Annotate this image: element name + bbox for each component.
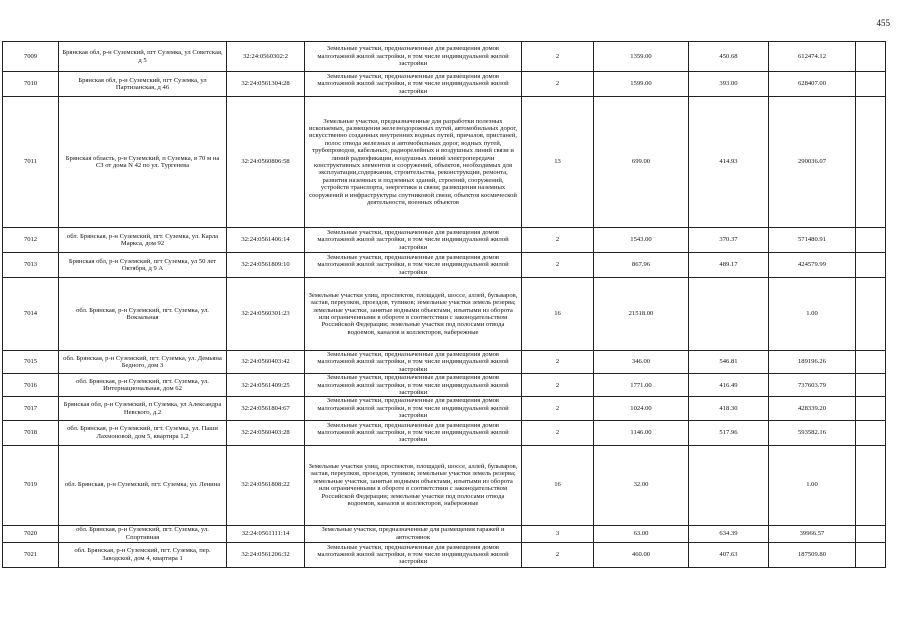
- land-use-cell: Земельные участки, предназначенные для размещения домов малоэтажной жилой застройки, в том числе индивидуальной жилой застройки: [305, 374, 522, 397]
- address-cell: обл. Брянская, р-н Суземский, пгт. Суземка, ул. Карла Маркса, дом 92: [59, 228, 227, 253]
- land-use-cell: Земельные участки, предназначенные для размещения гаражей и автостоянок: [305, 525, 522, 542]
- address-cell: обл. Брянская, р-н Суземский, пгт. Суземка, ул. Ленина: [59, 445, 227, 525]
- table-row: [3, 351, 886, 374]
- row-number: 7017: [3, 397, 59, 420]
- address-cell: обл. Брянская, р-н Суземский, пгт. Суземка, ул. Демьяна Бедного, дом 3: [59, 351, 227, 374]
- table-row: [3, 97, 886, 228]
- use-group-code-cell: 2: [522, 253, 594, 278]
- area-cell: 1599.00: [594, 72, 689, 97]
- table-row: [3, 542, 886, 567]
- land-use-cell: Земельные участки, предназначенные для размещения домов малоэтажной жилой застройки, в том числе индивидуальной жилой застройки: [305, 542, 522, 567]
- row-number: 7010: [3, 72, 59, 97]
- area-cell: 32.00: [594, 445, 689, 525]
- land-use-cell: Земельные участки улиц, проспектов, площадей, шоссе, аллей, бульваров, застав, переулков, проездов, тупиков; земельные участки земель резерва; земельные участки, занятые водными объектами, изъятыми из оборота или ограниченными в обороте в соответствии с законодательством Российской Федерации; земельные участки под полосами отвода водоемов, каналов и коллекторов, набережные: [305, 445, 522, 525]
- cadastral-number-cell: 32:24:0561804:67: [227, 397, 305, 420]
- cadastral-number-cell: 32:24:0560301:23: [227, 278, 305, 351]
- row-number: 7013: [3, 253, 59, 278]
- row-number: 7016: [3, 374, 59, 397]
- specific-value-cell: 407.63: [689, 542, 769, 567]
- page-number: 455: [876, 18, 890, 28]
- specific-value-cell: 370.37: [689, 228, 769, 253]
- row-number: 7012: [3, 228, 59, 253]
- table-row: [3, 374, 886, 397]
- table-row: [3, 72, 886, 97]
- address-cell: обл. Брянская, р-н Суземский, пгт. Суземка, ул. Паши Лахмоновой, дом 5, квартира 1,2: [59, 420, 227, 445]
- land-use-cell: Земельные участки, предназначенные для размещения домов малоэтажной жилой застройки, в том числе индивидуальной жилой застройки: [305, 397, 522, 420]
- use-group-code-cell: 16: [522, 278, 594, 351]
- specific-value-cell: 416.49: [689, 374, 769, 397]
- land-use-cell: Земельные участки, предназначенные для размещения домов малоэтажной жилой застройки, в том числе индивидуальной жилой застройки: [305, 253, 522, 278]
- use-group-code-cell: 3: [522, 525, 594, 542]
- cadastral-number-cell: 32:24:0560806:58: [227, 97, 305, 228]
- cadastral-number-cell: 32:24:0561206:32: [227, 542, 305, 567]
- specific-value-cell: 418.30: [689, 397, 769, 420]
- use-group-code-cell: 2: [522, 72, 594, 97]
- specific-value-cell: 450.68: [689, 42, 769, 72]
- address-cell: Брянская обл, р-н Суземский, пгт Суземка, ул Партизанская, д 46: [59, 72, 227, 97]
- area-cell: 460.00: [594, 542, 689, 567]
- cadastral-value-cell: 612474.12: [769, 42, 856, 72]
- cadastral-number-cell: 32:24:0561808:22: [227, 445, 305, 525]
- cadastral-value-cell: 628407.00: [769, 72, 856, 97]
- use-group-code-cell: 2: [522, 420, 594, 445]
- cadastral-number-cell: 32:24:0560403:28: [227, 420, 305, 445]
- blank-cell: [856, 525, 886, 542]
- area-cell: 21518.00: [594, 278, 689, 351]
- land-use-cell: Земельные участки, предназначенные для размещения домов малоэтажной жилой застройки, в том числе индивидуальной жилой застройки: [305, 420, 522, 445]
- cadastral-number-cell: 32:24:0560302:2: [227, 42, 305, 72]
- table-row: [3, 42, 886, 72]
- land-use-cell: Земельные участки, предназначенные для размещения домов малоэтажной жилой застройки, в том числе индивидуальной жилой застройки: [305, 228, 522, 253]
- use-group-code-cell: 2: [522, 542, 594, 567]
- table-row: [3, 397, 886, 420]
- blank-cell: [856, 97, 886, 228]
- land-use-cell: Земельные участки, предназначенные для размещения домов малоэтажной жилой застройки, в том числе индивидуальной жилой застройки: [305, 351, 522, 374]
- land-use-cell: Земельные участки улиц, проспектов, площадей, шоссе, аллей, бульваров, застав, переулков, проездов, тупиков; земельные участки земель резерва; земельные участки, занятые водными объектами, изъятыми из оборота или ограниченными в обороте в соответствии с законодательством Российской Федерации; земельные участки под полосами отвода водоемов, каналов и коллекторов, набережные: [305, 278, 522, 351]
- row-number: 7020: [3, 525, 59, 542]
- table-row: [3, 228, 886, 253]
- row-number: 7009: [3, 42, 59, 72]
- row-number: 7011: [3, 97, 59, 228]
- cadastral-value-cell: 1.00: [769, 445, 856, 525]
- cadastral-number-cell: 32:24:0561809:10: [227, 253, 305, 278]
- use-group-code-cell: 2: [522, 351, 594, 374]
- address-cell: Брянская обл, р-н Суземский, пгт Суземка, ул Советская, д 5: [59, 42, 227, 72]
- cadastral-value-cell: 39966.57: [769, 525, 856, 542]
- blank-cell: [856, 253, 886, 278]
- cadastral-value-cell: 424579.99: [769, 253, 856, 278]
- address-cell: обл. Брянская, р-н Суземский, пгт. Суземка, пер. Заводской, дом 4, квартира 1: [59, 542, 227, 567]
- cadastral-value-cell: 593582.16: [769, 420, 856, 445]
- table-row: [3, 278, 886, 351]
- cadastral-number-cell: 32:24:0561406:14: [227, 228, 305, 253]
- row-number: 7015: [3, 351, 59, 374]
- blank-cell: [856, 397, 886, 420]
- land-use-cell: Земельные участки, предназначенные для размещения домов малоэтажной жилой застройки, в том числе индивидуальной жилой застройки: [305, 42, 522, 72]
- use-group-code-cell: 2: [522, 374, 594, 397]
- cadastral-value-cell: 290036.07: [769, 97, 856, 228]
- area-cell: 346.00: [594, 351, 689, 374]
- row-number: 7018: [3, 420, 59, 445]
- specific-value-cell: 634.39: [689, 525, 769, 542]
- area-cell: 1359.00: [594, 42, 689, 72]
- blank-cell: [856, 445, 886, 525]
- area-cell: 63.00: [594, 525, 689, 542]
- row-number: 7019: [3, 445, 59, 525]
- area-cell: 1771.00: [594, 374, 689, 397]
- specific-value-cell: 489.17: [689, 253, 769, 278]
- blank-cell: [856, 42, 886, 72]
- blank-cell: [856, 72, 886, 97]
- cadastral-number-cell: 32:24:0561111:14: [227, 525, 305, 542]
- area-cell: 1543.00: [594, 228, 689, 253]
- cadastral-value-cell: 571480.91: [769, 228, 856, 253]
- blank-cell: [856, 351, 886, 374]
- row-number: 7014: [3, 278, 59, 351]
- address-cell: обл. Брянская, р-н Суземский, пгт. Суземка, ул. Вокзальная: [59, 278, 227, 351]
- address-cell: Брянская обл, р-н Суземский, пгт Суземка, ул 50 лет Октября, д 9 А: [59, 253, 227, 278]
- land-use-cell: Земельные участки, предназначенные для размещения домов малоэтажной жилой застройки, в том числе индивидуальной жилой застройки: [305, 72, 522, 97]
- cadastral-number-cell: 32:24:0561409:25: [227, 374, 305, 397]
- use-group-code-cell: 2: [522, 42, 594, 72]
- use-group-code-cell: 16: [522, 445, 594, 525]
- cadastral-value-cell: 187509.80: [769, 542, 856, 567]
- table-row: [3, 445, 886, 525]
- cadastral-number-cell: 32:24:0560403:42: [227, 351, 305, 374]
- table-row: [3, 420, 886, 445]
- table-row: [3, 525, 886, 542]
- specific-value-cell: [689, 445, 769, 525]
- specific-value-cell: [689, 278, 769, 351]
- cadastral-registry-table: [2, 41, 886, 568]
- cadastral-number-cell: 32:24:0561304:28: [227, 72, 305, 97]
- address-cell: обл. Брянская, р-н Суземский, пгт. Суземка, ул. Интернациональная, дом 62: [59, 374, 227, 397]
- area-cell: 1146.00: [594, 420, 689, 445]
- cadastral-value-cell: 737603.79: [769, 374, 856, 397]
- row-number: 7021: [3, 542, 59, 567]
- use-group-code-cell: 2: [522, 397, 594, 420]
- specific-value-cell: 517.96: [689, 420, 769, 445]
- specific-value-cell: 414.93: [689, 97, 769, 228]
- registry-body: [3, 42, 886, 568]
- blank-cell: [856, 374, 886, 397]
- cadastral-value-cell: 428339.20: [769, 397, 856, 420]
- area-cell: 867.96: [594, 253, 689, 278]
- address-cell: обл. Брянская, р-н Суземский, пгт. Суземка, ул. Спортивная: [59, 525, 227, 542]
- use-group-code-cell: 13: [522, 97, 594, 228]
- blank-cell: [856, 420, 886, 445]
- area-cell: 1024.00: [594, 397, 689, 420]
- specific-value-cell: 546.81: [689, 351, 769, 374]
- table-row: [3, 253, 886, 278]
- cadastral-value-cell: 1.00: [769, 278, 856, 351]
- land-use-cell: Земельные участки, предназначенные для разработки полезных ископаемых, размещения железнодорожных путей, автомобильных дорог, искусственно созданных внутренних водных путей, причалов, пристаней, полос отвода железных и автомобильных дорог, водных путей, трубопроводов, кабельных, радиорелейных и воздушных линий связи и линий радиофикации, воздушных линий электропередачи конструктивных элементов и сооружений, объектов, необходимых для эксплуатации,содержания, строительства, реконструкции, ремонта, развития наземных и подземных зданий, строений, сооружений, устройств транспорта, энергетики и связи; размещения наземных сооружений и инфраструктуры спутниковой связи, объектов космической деятельности, военных объектов: [305, 97, 522, 228]
- address-cell: Брянская обл, р-н Суземский, п Суземка, ул Александра Невского, д.2: [59, 397, 227, 420]
- use-group-code-cell: 2: [522, 228, 594, 253]
- blank-cell: [856, 228, 886, 253]
- address-cell: Брянская область, р-н Суземский, п Суземка, в 70 м на СЗ от дома N 42 по ул. Тургенева: [59, 97, 227, 228]
- specific-value-cell: 393.00: [689, 72, 769, 97]
- area-cell: 699.00: [594, 97, 689, 228]
- blank-cell: [856, 278, 886, 351]
- cadastral-value-cell: 189196.26: [769, 351, 856, 374]
- blank-cell: [856, 542, 886, 567]
